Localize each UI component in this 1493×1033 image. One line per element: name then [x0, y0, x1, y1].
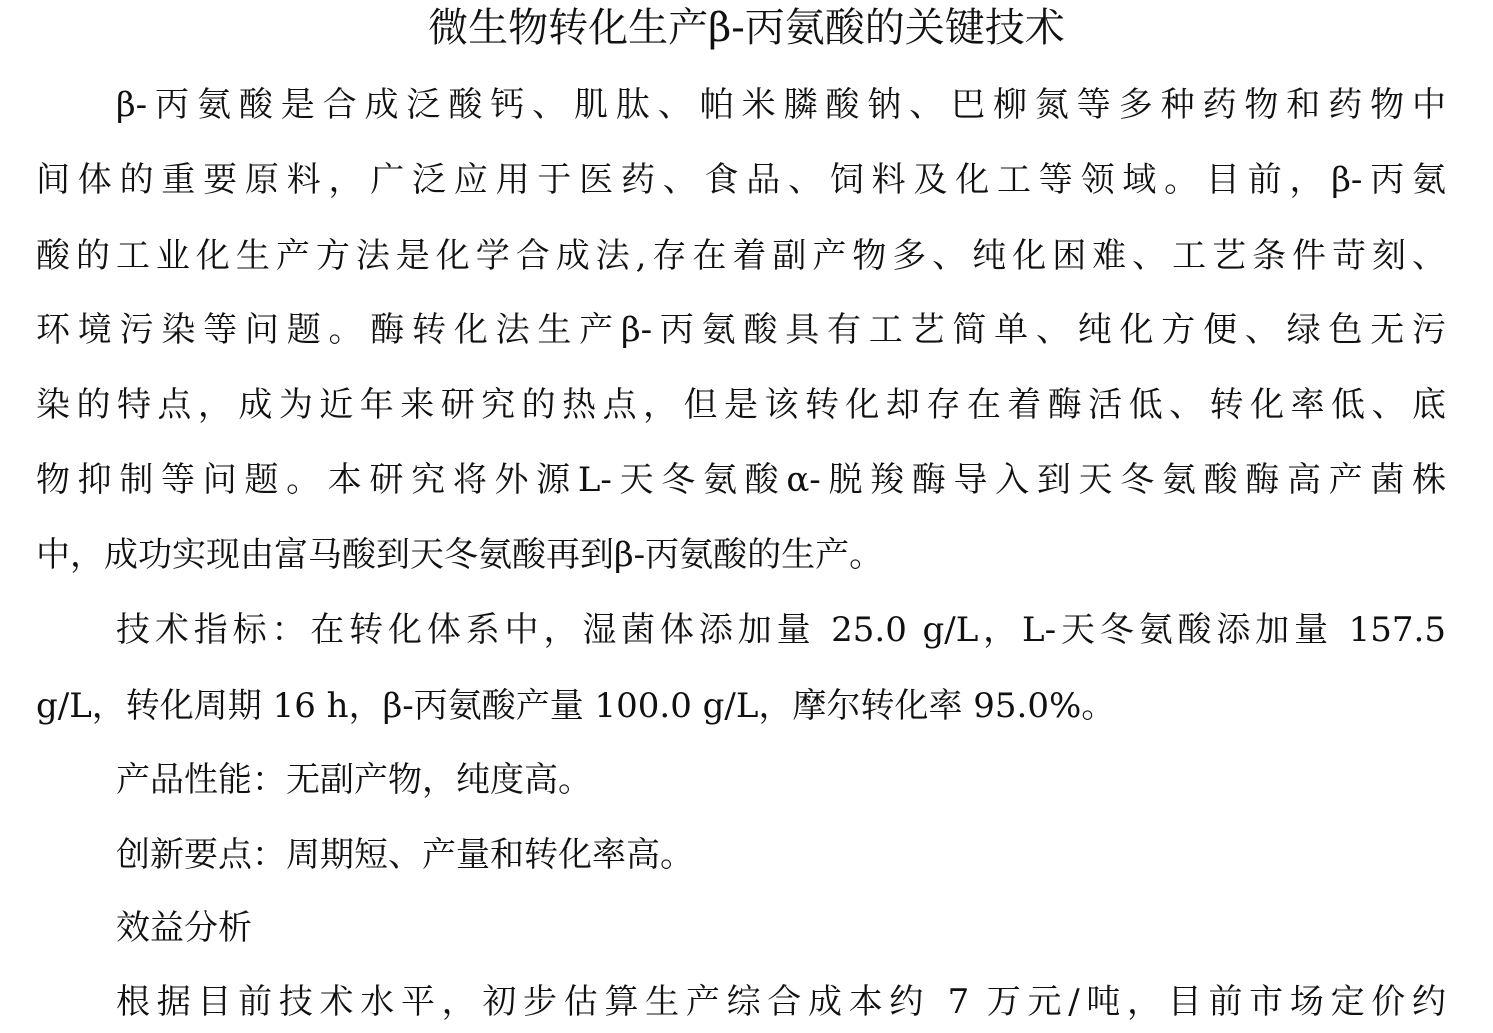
paragraph-tech-line-2: g/L，转化周期 16 h，β-丙氨酸产量 100.0 g/L，摩尔转化率 95.0%。 — [36, 686, 1116, 726]
paragraph-intro-line-7: 中，成功实现由富马酸到天冬氨酸再到β-丙氨酸的生产。 — [36, 535, 884, 575]
paragraph-intro-line-4: 环境污染等问题。酶转化法生产β-丙氨酸具有工艺简单、纯化方便、绿色无污 — [36, 310, 1446, 350]
paragraph-benefit-line-1: 根据目前技术水平，初步估算生产综合成本约 7 万元/吨，目前市场定价约 — [116, 982, 1446, 1022]
paragraph-intro-line-5: 染的特点，成为近年来研究的热点，但是该转化却存在着酶活低、转化率低、底 — [36, 385, 1446, 425]
paragraph-innovation: 创新要点：周期短、产量和转化率高。 — [116, 835, 694, 875]
document-title: 微生物转化生产β-丙氨酸的关键技术 — [428, 5, 1065, 51]
paragraph-tech-line-1: 技术指标：在转化体系中，湿菌体添加量 25.0 g/L，L-天冬氨酸添加量 157.5 — [116, 610, 1446, 650]
heading-benefit: 效益分析 — [116, 908, 252, 948]
paragraph-intro-line-1: β-丙氨酸是合成泛酸钙、肌肽、帕米膦酸钠、巴柳氮等多种药物和药物中 — [116, 85, 1446, 125]
paragraph-intro-line-3: 酸的工业化生产方法是化学合成法,存在着副产物多、纯化困难、工艺条件苛刻、 — [36, 236, 1446, 276]
paragraph-intro-line-2: 间体的重要原料，广泛应用于医药、食品、饲料及化工等领域。目前，β-丙氨 — [36, 160, 1446, 200]
paragraph-performance: 产品性能：无副产物，纯度高。 — [116, 760, 592, 800]
paragraph-intro-line-6: 物抑制等问题。本研究将外源L-天冬氨酸α-脱羧酶导入到天冬氨酸酶高产菌株 — [36, 460, 1446, 500]
